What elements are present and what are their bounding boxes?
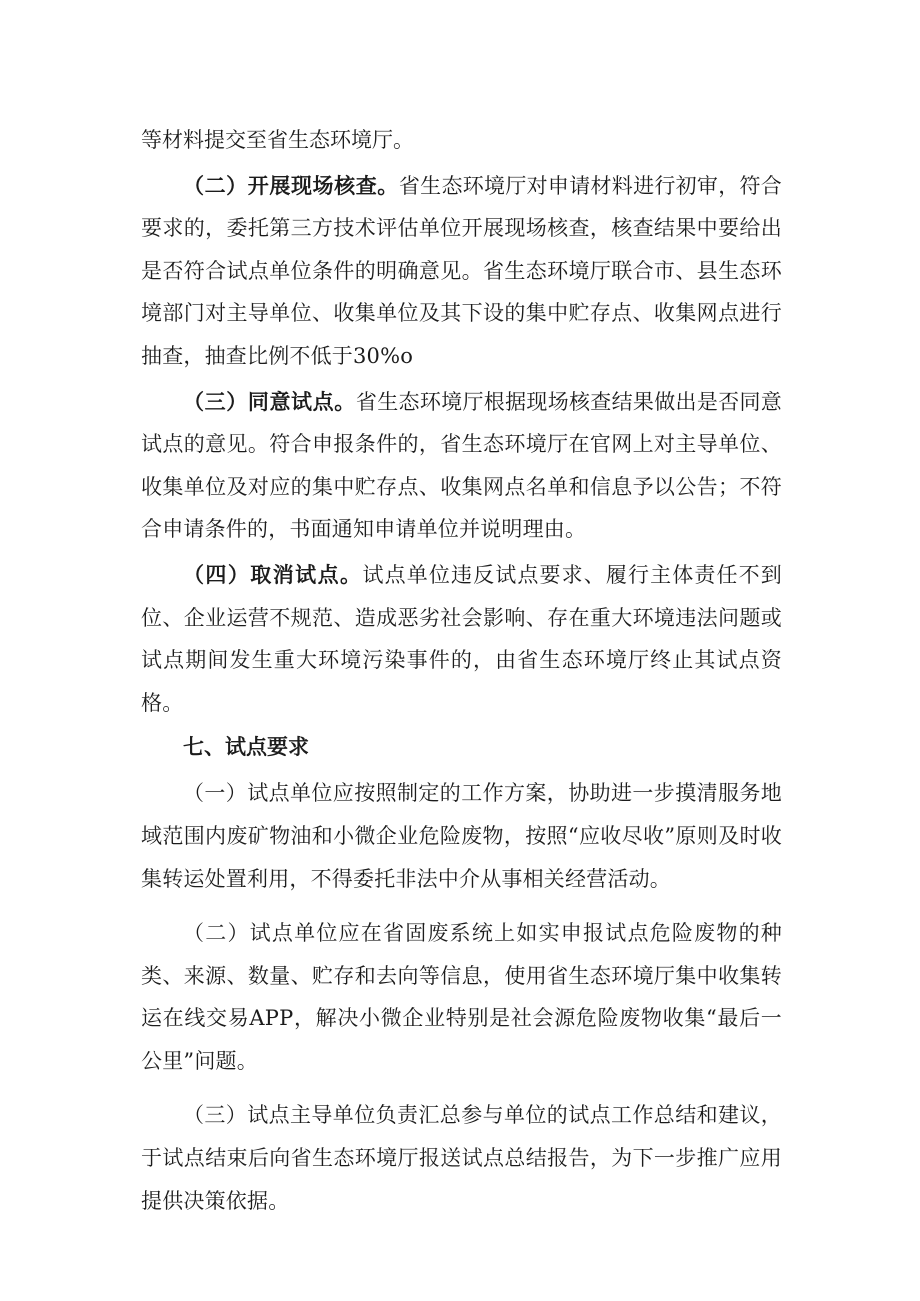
section6-item-4-lead: （四）取消试点。 [183,562,363,587]
section6-item-2-text: 省生态环境厅对申请材料进行初审，符合要求的，委托第三方技术评估单位开展现场核查，核查结果中要给出是否符合试点单位条件的明确意见。省生态环境厅联合市、县生态环境部门对主导单位、收集单位及其下设的集中贮存点、收集网点进行抽查，抽查比例不低于30%o [141,173,782,368]
section7-item-1: （一）试点单位应按照制定的工作方案，协助进一步摸清服务地域范围内废矿物油和小微企业危险废物，按照“应收尽收”原则及时收集转运处置利用，不得委托非法中介从事相关经营活动。 [141,781,782,891]
continuation-text: 等材料提交至省生态环境厅。 [141,128,414,152]
continuation-paragraph [141,119,782,162]
section7-heading: 七、试点要求 [183,735,309,760]
section6-item-3 [141,381,782,551]
section7-item-3: （三）试点主导单位负责汇总参与单位的试点工作总结和建议，于试点结束后向省生态环境厅报送试点总结报告，为下一步推广应用提供决策依据。 [141,1103,782,1213]
section6-item-3-text: 省生态环境厅根据现场核查结果做出是否同意试点的意见。符合申报条件的，省生态环境厅在官网上对主导单位、收集单位及对应的集中贮存点、收集网点名单和信息予以公告；不符合申请条件的，书面通知申请单位并说明理由。 [141,389,782,542]
section6-item-4-text: 试点单位违反试点要求、履行主体责任不到位、企业运营不规范、造成恶劣社会影响、存在重大环境违法问题或试点期间发生重大环境污染事件的，由省生态环境厅终止其试点资格。 [141,562,782,715]
section6-item-2 [141,165,782,378]
section6-item-2-lead: （二）开展现场核查。 [183,173,399,198]
section6-item-4 [141,554,782,724]
section6-item-3-lead: （三）同意试点。 [183,389,356,414]
section7-item-2: （二）试点单位应在省固废系统上如实申报试点危险废物的种类、来源、数量、贮存和去向等信息，使用省生态环境厅集中收集转运在线交易APP，解决小微企业特别是社会源危险废物收集“最后一公里”问题。 [141,921,782,1073]
